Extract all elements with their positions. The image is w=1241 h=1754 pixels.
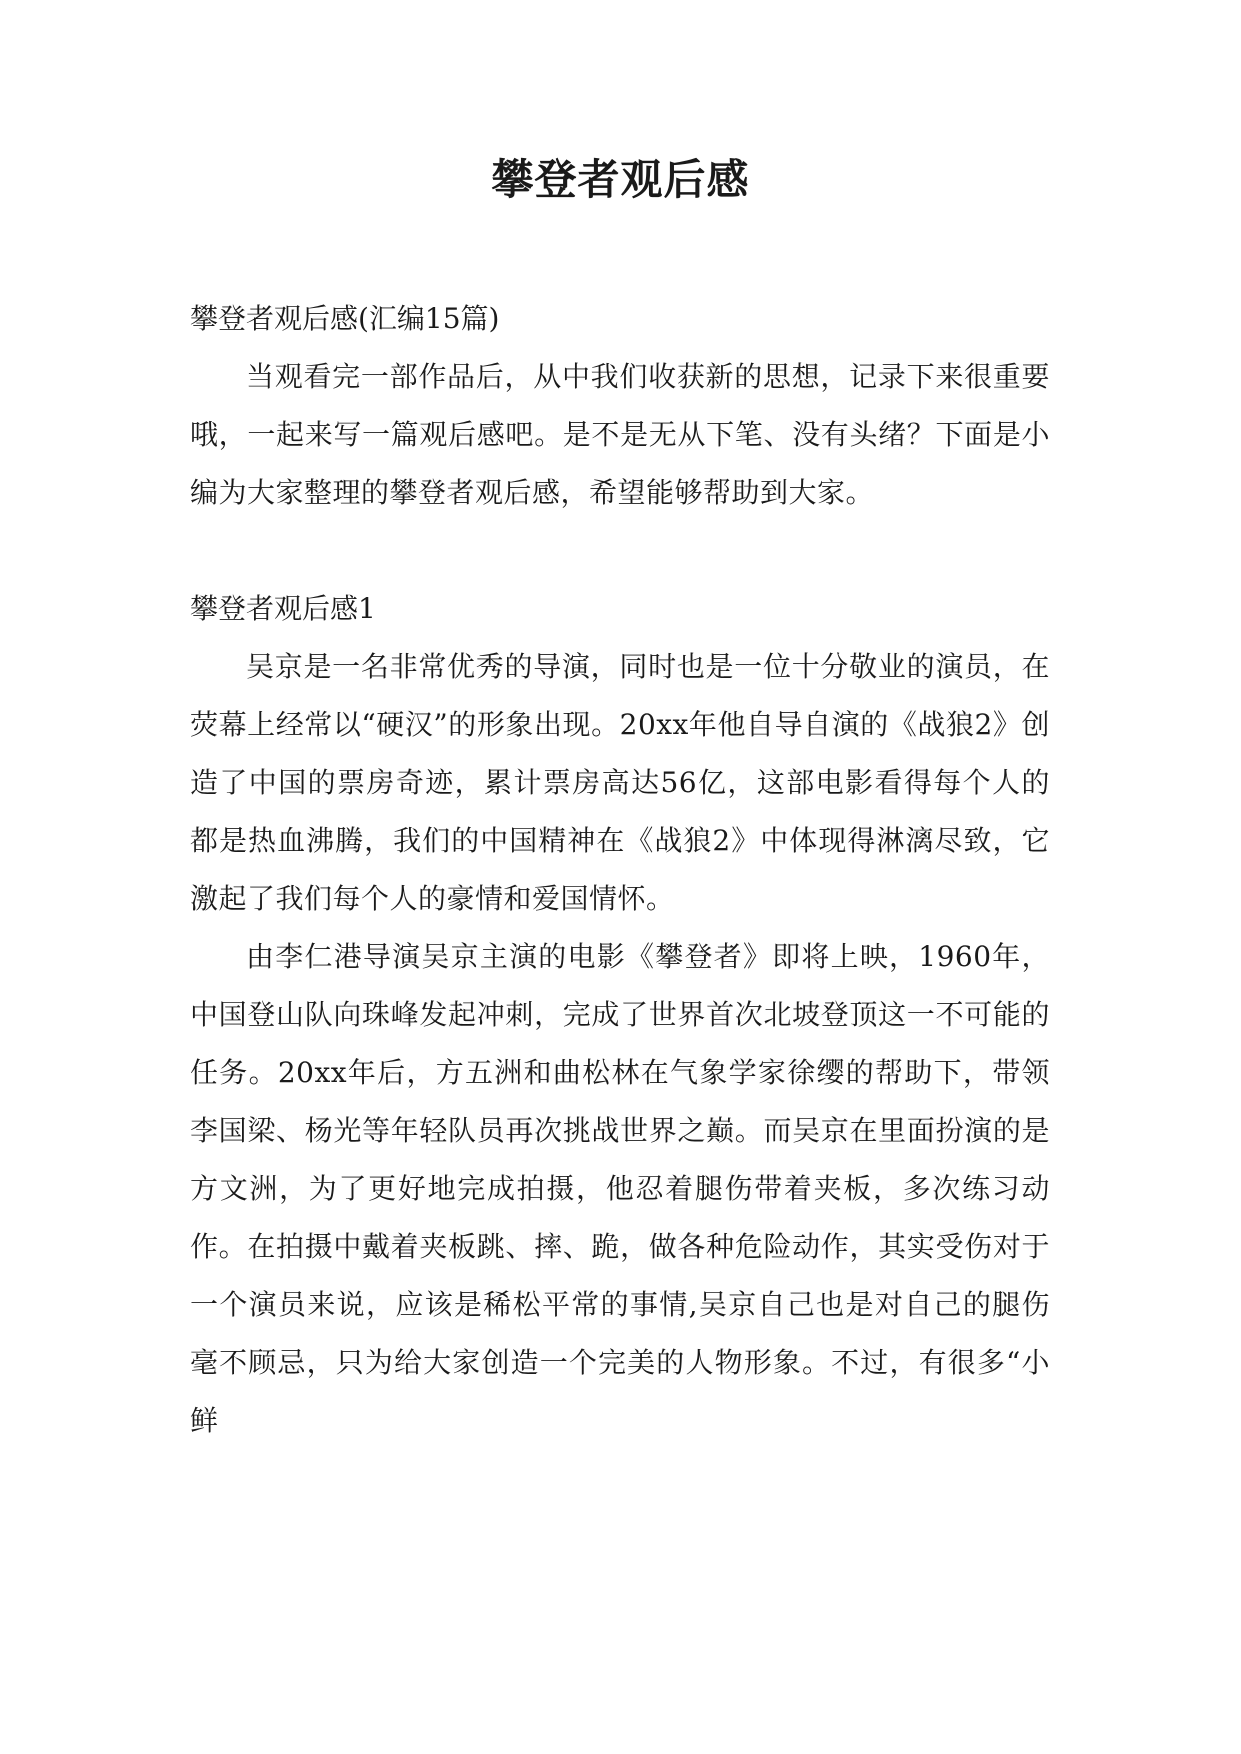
section-spacer [190, 522, 1050, 580]
collection-subtitle: 攀登者观后感(汇编15篇) [190, 302, 500, 335]
section-paragraph-1: 吴京是一名非常优秀的导演，同时也是一位十分敬业的演员，在荧幕上经常以“硬汉”的形象出现。20xx年他自导自演的《战狼2》创造了中国的票房奇迹，累计票房高达56亿，这部电影看得每个人的都是热血沸腾，我们的中国精神在《战狼2》中体现得淋漓尽致，它激起了我们每个人的豪情和爱国情怀。 [190, 650, 1050, 915]
document-title: 攀登者观后感 [491, 155, 750, 204]
document-body [190, 290, 1050, 1450]
section-heading: 攀登者观后感1 [190, 592, 376, 625]
intro-paragraph: 当观看完一部作品后，从中我们收获新的思想，记录下来很重要哦，一起来写一篇观后感吧。是不是无从下笔、没有头绪？下面是小编为大家整理的攀登者观后感，希望能够帮助到大家。 [190, 360, 1050, 509]
section-paragraph-2: 由李仁港导演吴京主演的电影《攀登者》即将上映，1960年，中国登山队向珠峰发起冲刺，完成了世界首次北坡登顶这一不可能的任务。20xx年后，方五洲和曲松林在气象学家徐缨的帮助下，带领李国梁、杨光等年轻队员再次挑战世界之巅。而吴京在里面扮演的是方文洲，为了更好地完成拍摄，他忍着腿伤带着夹板，多次练习动作。在拍摄中戴着夹板跳、摔、跪，做各种危险动作，其实受伤对于一个演员来说，应该是稀松平常的事情,吴京自己也是对自己的腿伤毫不顾忌，只为给大家创造一个完美的人物形象。不过，有很多“小鲜 [190, 940, 1050, 1437]
